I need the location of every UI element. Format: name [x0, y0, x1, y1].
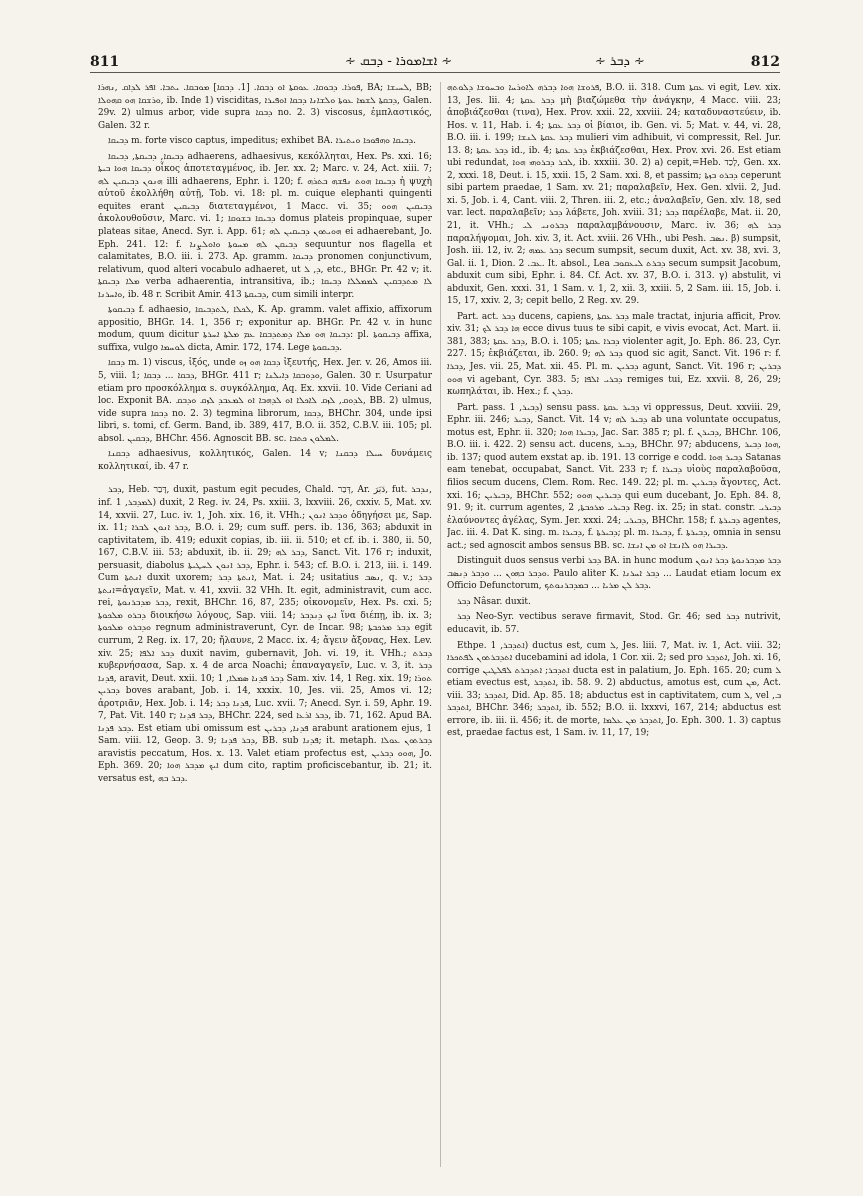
entry-paragraph: ܕܒܝܩܐ, ܕܒܝܩܬܐ, ܕܒܝܩܐ adhaerens, adhaesivus, κεκόλληται, Hex. Ps. xxi. 16; ܕܒܝܩܐ ܗܘܐ ܒܝܬܐ οἶκος ἀποτεταγμένος, ib. Jer. xx. 2; Marc. v. 24, Act. xiii. 7; ܗܢܘܢ ܕܒܝܩܝܢ ܠܗ illi adhaerens, Ephr. i. 120; f. ܕܒܝܩܐ ܗܘܬ ܢܦܫܗ ܒܬܪܗ ἡ ψυχὴ αὐτοῦ ἐκολλήθη αὐτῇ, Tob. vi. 18: pl. m. cuique elephanti quingenti equites erant ܕܒܝܩܝܢ διατεταγμένοι, 1 Macc. vi. 35; ܕܒܝܩܝܢ ܗܘܘ ἀκολουθοῦσιν, Marc. vi. 1; ܕܒܝܩܐ ܒܫܘܩܐ domus plateis propinquae, super plateas sitae, Anecd. Syr. i. App. 61; ܗܘܝܬܘܢ ܕܒܝܩܝܢ ܠܗ ei adhaerebant, Jo. Eph. 241. 12: f. ܕܒܝܩܢ ܠܗ ܡܚܘܬܐ ܘܐܘܠܨܢܐ sequuntur nos flagella et calamitates, B.O. iii. i. 273. Ap. gramm. ܕܒܝܩܐ pronomen conjunctivum, relativum, quod alteri vocabulo adhaeret, ut ܕ, ܠ, etc., BHGr. Pr. 42 v; it. ܡܠܐ ܕܒܝܩܬܐ verba adhaerentia, intransitiva, ib.; ܠܐ ܡܬܕܒܩܝܢ ܠܡܡܠܠܐ ܕܒܝܩܐ ܘܐܚܪܢܐ, ib. 48 r. Scribit Amir. 413 ܕܒܝܩܬܐ, cum simili interpr.: [98, 151, 432, 300]
header-rule: [90, 72, 780, 73]
left-running-head: ∻ ܐܫܐܡܘܪܐ - ܕܒܩ ∻: [345, 54, 453, 69]
entry-paragraph: ܕܒܩܢܐ adhaesivus, κολλητικός, Galen. 14 v; ܚܝܠܐ ܕܒܩܢܐ δυνάμεις κολλητικαί, ib. 47 r.: [98, 449, 432, 472]
entry-paragraph: ܦܪܘܫܐ ܗܘܐ ܕܒܪܗ ܠܐܘܪܚܐ ܘܒܚܘܫܐ ܕܠܘܬܗ, B.O. ii. 318. Cum ܥܩܬܐ vi egit, Lev. xix. 13, Jes. lii. 4; ܕܒܪ ܥܩܬܐ μὴ βιαζώμεθα τὴν ἀνάγκην, 4 Macc. viii. 23; ἀποβιάζεσθαι (τινα), Hex. Prov. xxii. 22, xxviii. 24; καταδυναστεύειν, ib. Hos. v. 11, Hab. i. 4; ܕܒܪ ܥܩܬܐ οἱ βίαιοι, ib. Gen. vi. 5; Mat. v. 44, vi. 28, B.O. iii. i. 199; ܕܒܪ ܥܩܬܐ ܠܢܫܐ mulieri vim adhibuit, vi compressit, Rel. Jur. 13. 8; ܕܒܪ ܥܩܬܐ id., ib. 4; ܕܒܪ ܥܩܬܐ ἐκβιάζεσθαι, Hex. Prov. xvi. 26. Est etiam ubi redundat, ܠܒܪ ܕܒܪܘܗܝ ܗܘܐ, ib. xxxiii. 30. 2) a) cepit,=Heb. לָכַד, Gen. xx. 2, xxxi. 18, Deut. i. 15, xxii. 15, 2 Sam. xxi. 8, et passim; ܕܒܪܘ ܒܙܬܐ ceperunt sibi partem praedae, 1 Sam. xv. 21; παραλαβεῖν, Hex. Gen. xlvii. 2, Jud. xi. 5, Job. i. 4, Cant. viii. 2, Thren. iii. 2, etc.; ἀναλαβεῖν, Gen. xlv. 18, sed var. lect. παραλαβεῖν; ܕܒܪ λάβετε, Joh. xviii. 31; ܕܒܪ παρέλαβε, Mat. ii. 20, 21, it. VHh.; ܕܒܪܘܢܝ ܠܝ παραλαμβάνουσιν, Marc. iv. 36; ܕܒܪ ܠܗ παραλήψομαι, Joh. xiv. 3, it. Act. xviii. 26 VHh., ubi Pesh. ܢܣܒ. β) sumpsit, Josh. iii. 12, iv. 2; ܕܒܪ ܥܡܗ secum sumpsit, secum duxit, Act. xv. 38, xvi. 3, Gal. ii. 1, Dion. ܥܒ. 2. It. absol., Lea ܕܒܪܬ ܠܝܥܩܘܒ secum sumpsit Jacobum, abduxit cum sibi, Ephr. i. 84. Cf. Act. xv. 37, B.O. i. 313. γ) abstulit, vi abduxit, Gen. xxxi. 31, 1 Sam. v. 1, 2, xii. 3, xxiii. 5, 2 Sam. iii. 15, Job. i. 15, 17, xxiv. 2, 3; cepit bello, 2 Reg. xv. 29.: [447, 83, 781, 307]
entry-paragraph: ܕܒܪ, Heb. דָּבַר, duxit, pastum egit pecudes, Chald. דְּבַר, Ar. دَبَرَ, fut. ܢܕܒܪ, inf. ܠܡܕܒܪ, 1) duxit, 2 Reg. iv. 24, Ps. xxiii. 3, lxxviii. 26, cxxiv. 5, Mat. xv. 14, xxvii. 27, Luc. iv. 1, Joh. xix. 16, it. VHh.; ܘܕܒܪ ܐܢܘܢ ὁδηγήσει με, Sap. ix. 11; ܕܒܪ ܐܢܘܢ ܠܒܪܐ, B.O. i. 29; cum suff. pers. ib. 136, 363; abduxit in captivitatem, ib. 419; eduxit copias, ib. iii. ii. 510; et cf. ib. i. 380, ii. 50, 167, C.B.V. iii. 53; abduxit, ib. ii. 29; ܕܒܪ ܠܗ, Sanct. Vit. 176 r; induxit, persuasit, diabolus ܕܒܪ ܐܢܘܢ ܠܚܛܝܬܐ, Ephr. i. 543; cf. B.O. i. 213, iii. i. 149. Cum ܐܢܬܬܐ duxit uxorem; ܐܢܬܬܐ ܕܒܪ, Mat. i. 24; usitatius ܢܣܒ, q. v.; ܕܒܪ ܐܢܬܬܐ=ἀγαγεῖν, Mat. v. 41, xxvii. 32 VHh. It. egit, administravit, cum acc. rei, ܕܒܪ ܡܕܒܪܢܘܬܐ, rexit, BHChr. 16, 87, 235; οἰκονομεῖν, Hex. Ps. cxi. 5; ܕܒܪܘ ܡܠܟܘܬܐ διοικήσω λόγους, Sap. viii. 14; ܐܝܟ ܕܢܕܒܪ ἵνα διέπῃ, ib. ix. 3; ܘܕܒܪܘ ܡܠܟܘܬܐ regnum administraverunt, Cyr. de Incar. 98; ܕܒܪ ܡܪܟܒܬܐ egit currum, 2 Reg. ix. 17, 20; ἤλαυνε, 2 Macc. ix. 4; ἄγειν ἄξονας, Hex. Lev. xiv. 25; ܕܒܪ ܐܠܦܐ duxit navim, gubernavit, Joh. vi. 19, it. VHh.; ܕܒܪܬ κυβερνήσασα, Sap. x. 4 de arca Noachi; ἐπαναγαγεῖν, Luc. v. 3, it. ܕܒܪ ܦܕܢܐ, aravit, Deut. xxii. 10; ܕܒܪ ܦܕܢܐ ܣܡܠܐ, 1 Sam. xiv. 14, 1 Reg. xix. 19; ܬܘܪܐ ܕܒܪܝܢ boves arabant, Job. i. 14, xxxix. 10, Jes. vii. 25, Amos vi. 12; ἀροτριᾶν, Hex. Job. i. 14; ܦܕܢܐ ܕܒܪ, Luc. xvii. 7; Anecd. Syr. i. 59, Aphr. 19. 7, Pat. Vit. 140 r; ܕܒܪ ܦܕܢܐ, BHChr. 224, sed ܕܒܪ ܐܪܥܐ, ib. 71, 162. Apud BA. ܕܒܪ ܦܕܢܐ. Est etiam ubi omissum est ܦܕܢܐ, ܕܒܪܝܢ arabunt arationem ejus, 1 Sam. viii. 12, Geop. 3. 9; ܕܒܪ ܦܕܢܐ, BB. sub ܦܕܢܐ; it. metaph. ܕܒܪܬܘܢ ܥܘܠܐ aravistis peccatum, Hos. x. 13. Valet etiam profectus est, ܗܘܘ ܕܒܪܝܢ, Jo. Eph. 369. 20; ܐܝܟ ܡܕܒܪ ܗܘܐ dum cito, raptim proficiscebantur, ib. 21; it. versatus est, ܕܒܪ ܒܗ.: [98, 485, 432, 784]
right-column: [447, 82, 781, 1172]
entry-paragraph: ܕܒܩܐ m. 1) viscus, ἰξός, unde ܕܒܩܐ ܗܘ ܙܘ ἰξευτής, Hex. Jer. v. 26, Amos iii. 5, viii. 1; ܕܒܩܐ ... ܕܒܩܐ, BHGr. 411 r; ܘܕܘܒܩܐ ܕܐܝܠܢܐ, Galen. 30 r. Usurpatur etiam pro προσκόλλημα s. συγκόλλημα, Aq. Ex. xxvii. 10. Vide Ceriani ad loc. Exponit BA. ܠܕܘܩ, ܠܙܩ ܠܐܟܠܐ ܐܘ ܠܕܗܒܐ ܐܘ ܠܡܥܒܕ ܠܙܩ ܘܕܒܩ, BB. 2) ulmus, vide supra ܕܒܩܐ no. 2. 3) tegmina librorum, ܕܒܩܐ, BHChr. 304, unde ipsi libri, s. tomi, cf. Germ. Band, ib. 389, 417, B.O. ii. 352, C.B.V. iii. 105; pl. absol. ܕܒܩܝܢ, BHChr. 456. Agnoscit BB. sc. ܠܡܠܘܢ ܟܬܒܐ.: [98, 358, 432, 444]
left-page-number: 811: [90, 54, 120, 70]
entry-gap: [98, 476, 432, 484]
entry-paragraph: ܕܒܪ Neo-Syr. vectibus serave firmavit, Stod. Gr. 46; sed ܕܒܪ nutrivit, educavit, ib. 57.: [447, 612, 781, 635]
right-page-number: 812: [750, 54, 780, 70]
entry-paragraph: ܕܒܝܩܘܬܐ f. adhaesio, ܠܟܠܐ ,ܠܬܕܒܝܩܐ, K. Ap. gramm. valet affixio, affixorum appositio, BHGr. 14. 1, 356 r; exponitur ap. BHGr. Pr. 42 v. in hunc modum, quum dicitur ܕܒܝܩܐ ܗܘ ܡܠܐ ܕܡܬܕܒܩܐ ܥܡ ܡܠܬܐ ܐܚܪܬܐ: pl. ܕܒܝܩܘܬܐ affixa, suffixa, vulgo ܠܘܚܡܐ dicta, Amir. 172, 174. Lege ܕܒܝܩܘܬܐ.: [98, 305, 432, 353]
right-running-head: ∻ ܕܒܪ ∻: [595, 54, 645, 69]
entry-paragraph: ܦܘܪܐ. ܕܒܘܩܐ. ܥܘܩܬܐ ܐܘ ܕܒܩܐ. [1. ܕܒܩܐ] ܡܘܒܩܐ. ܝܬܒܐ. ܐܦܪ ܠܕܐܩ ,ܢܗܪܐ, BA; ܠܚܝܫܐ, BB; ܘܪܫܩܐ ܗܘ ܩܗܘܠܐ, ib. Inde 1) visciditas, ܕܒܩܬܐ ܠܫܡܐ ܥܘܬܐ ܘܠܫܐܢܐ ܕܒܩܐ ܐܘܦܝܪܐ, Galen. 29v. 2) ulmus arbor, vide supra ܕܒܩܐ no. 2. 3) viscosus, ἐμπλαστικός, Galen. 32 r.: [98, 83, 432, 131]
column-divider: [440, 82, 441, 1167]
entry-paragraph: Part. pass. ܕܒܝܪ, 1) sensu pass. ܕܒܝܪ ܥܩܬܐ vi oppressus, Deut. xxviii. 29, Ephr. iii. 246; ܕܒܝܪ, Sanct. Vit. 14 v; ܕܒܝܪ ܠܗ ab una voluntate occupatus, motus est, Ephr. ii. 320; ܕܒܝܪܐ ܗܘܐ, Jac. Sar. 385 r; pl. f. ܕܒܝܪܢ, BHChr. 106, B.O. iii. i. 422. 2) sensu act. ducens, ܕܒܝܪ, BHChr. 97; abducens, ܗܘܐ ܕܒܝܪ, ib. 137; quod autem exstat ap. ib. 191. 13 corrige e codd. ܕܒܝܪ ܗܘܐ Satanas eam tenebat, occupabat, Sanct. Vit. 233 r; f. ܕܒܝܪܐ υἱοὺς παραλαβοῦσα, filios secum ducens, Clem. Rom. Rec. 149. 22; pl. m. ܕܒܝܪܝܢ ἄγοντες, Act. xxi. 16; ܕܒܝܪܝܢ, BHChr. 552; ܕܒܝܪܝܢ ܗܘܘ qui eum ducebant, Jo. Eph. 84. 8, 91. 9; it. currum agentes, ܕܒܝܪܝ ܡܪܟܒܬܐ, 2 Reg. ix. 25; in stat. constr. ܕܒܝܪܝ ἐλαύνοντες ἀγέλας, Sym. Jer. xxxi. 24; ܕܒܝܪܝ, BHChr. 158; f. ܕܒܝܪܬܐ agentes, Jac. iii. 4. Dat K. sing. m. ܕܒܝܪܐ, f. ܕܒܝܪܬܐ; pl. m. ܕܒܝܪܐ, f. ܕܒܝܪܬܐ, omnia in sensu act.; sed agnoscit ambos sensus BB. sc. ܕܒܝܪܐ ܗܘ ܠܐܢܫܐ ܐܘ ܡܢ ܐܢܫܐ.: [447, 402, 781, 551]
entry-paragraph: ܕܒܪ Nâsar. duxit.: [457, 596, 531, 607]
page-header: [90, 52, 780, 78]
entry-paragraph: ܕܒܝܩܐ m. forte visco captus, impeditus; exhibet BA. ܕܒܝܩܐ ܘܗܦܘܟܐ ܘܝܬܝܪܐ.: [108, 136, 416, 147]
entry-paragraph: Part. act. ܕܒܪ ducens, capiens, ܕܒܪ ܥܩܬܐ male tractat, injuria afficit, Prov. xiv. 31; ܗܐ ܕܒܪ ܠܟ ecce divus tuus te sibi capit, e vivis evocat, Act. Mart. ii. 381, 383; ܕܒܪ ܥܩܬܐ, B.O. i. 105; ܕܒܪܐ ܥܩܬܐ violenter agit, Jo. Eph. 86. 23, Cyr. 227. 15; ἐκβιάζεται, ib. 260. 9; ܕܒܪ ܠܗ quod sic agit, Sanct. Vit. 196 r: f. ܕܒܪܐ, Jes. vii. 25, Mat. xii. 45. Pl. m. ܕܒܪܝܢ agunt, Sanct. Vit. 196 r; ܕܒܪܝܢ ܗܘܘ vi agebant, Cyr. 383. 5; ܕܒܪܝ ܐܠܦܐ remiges tui, Ez. xxvii. 8, 26, 29; κωπηλάται, ib. Hex.; f. ܕܒܪܢ.: [447, 311, 781, 398]
left-column: [98, 82, 432, 1172]
entry-paragraph: Distinguit duos sensus verbi ܕܒܪ BA. in hunc modum ܕܒܪ ܡܕܒܪܢܘܬܐ ܕܒܪ ܐܢܘܢ ܘܕܒܪ ܒܗܘܢ ... ܘܕܒܪ ܕܢܣܒ. Paulo aliter K. ܕܒܪ ܐܚܪܢܐ ... Laudat etiam locum ex Officio Defunctorum, ܕܒܪ ܠܢ ܡܪܝܐ ... ܒܡܕܒܪܢܘܬܟ.: [447, 556, 781, 592]
entry-paragraph: Ethpe. ܐܬܕܒܪ, 1) ductus est, cum ܠ, Jes. liii. 7, Mat. iv. 1, Act. viii. 32; ܐܬܕܒܪܬܘܢ ܠܦܬܟܪܐ ducebamini ad idola, 1 Cor. xii. 2; sed pro ܐܬܕܒܪ, Joh. xi. 16, corrige ܐܬܕܒܪ; ܐܬܕܒܪܬ ܠܦܠܛܝܢ ducta est in palatium, Jo. Eph. 165. 20; cum ܠ etiam evectus est, ܐܬܕܒܪ, ib. 58. 9. 2) abductus, amotus est, cum ܡܢ, Act. viii. 33; ܐܬܕܒܪ, Did. Ap. 85. 18; abductus est in captivitatem, cum ܠ, vel ܒ, ܐܬܕܒܪ, BHChr. 346; ܐܬܕܒܪ, ib. 552; B.O. ii. lxxxvi, 167, 214; abductus est errore, ib. iii. ii. 456; it. de morte, ܐܬܕܒܪ ܡܢ ܥܠܡܐ, Jo. Eph. 300. 1. 3) captus est, praedae factus est, 1 Sam. iv. 11, 17, 19;: [447, 640, 781, 739]
